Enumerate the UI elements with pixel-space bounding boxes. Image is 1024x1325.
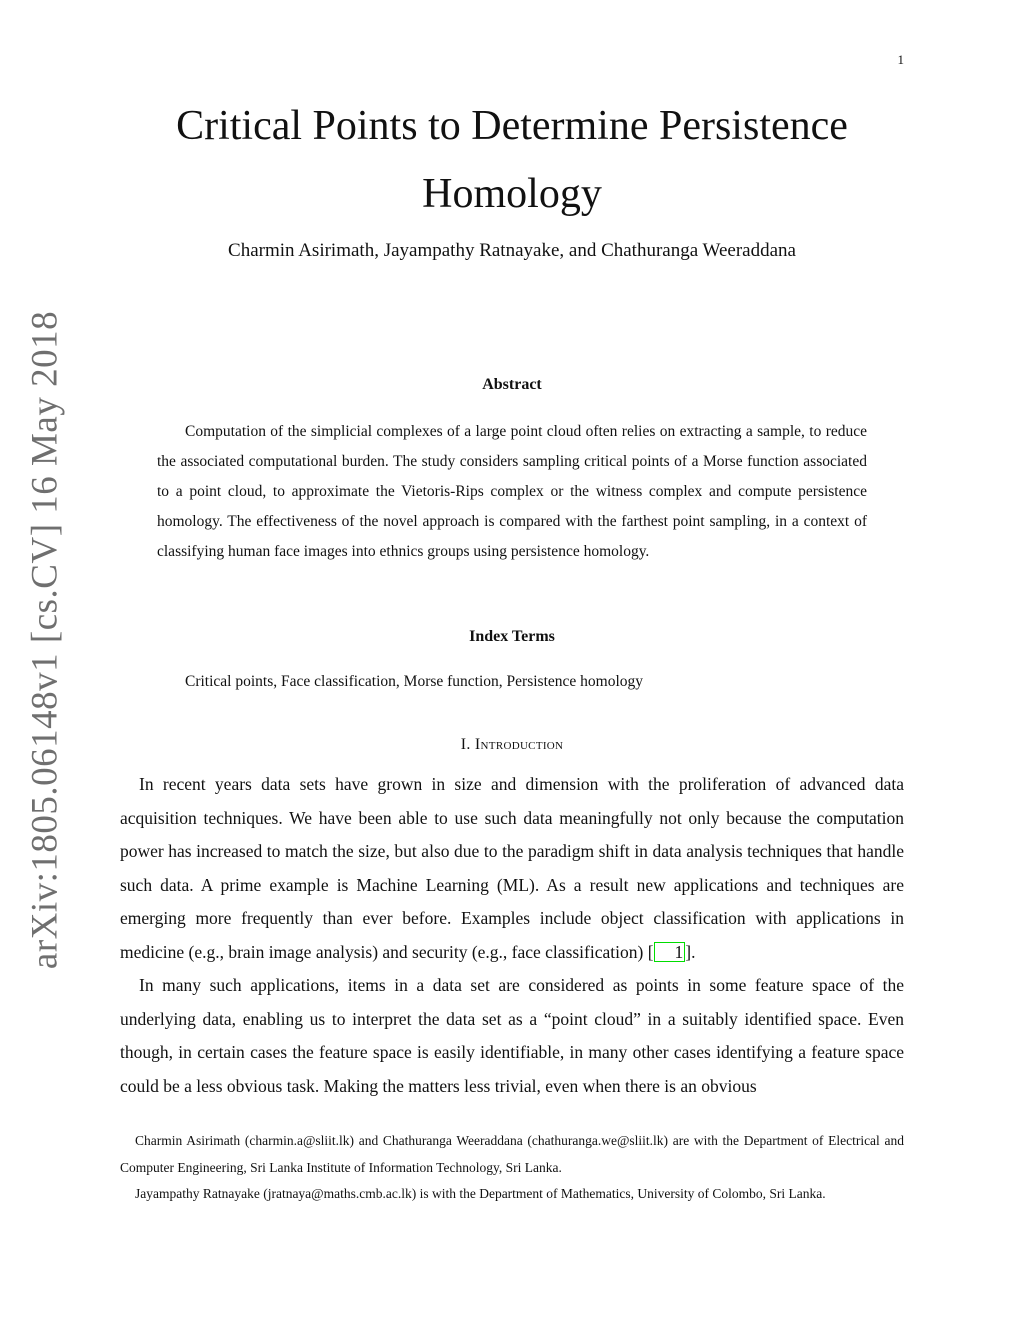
footnote-2: Jayampathy Ratnayake (jratnaya@maths.cmb.ac.lk) is with the Department of Mathematics, University of Colombo, Sri Lanka. <box>135 1186 826 1201</box>
index-terms-text: Critical points, Face classification, Morse function, Persistence homology <box>185 673 644 690</box>
author-list: Charmin Asirimath, Jayampathy Ratnayake, and Chathuranga Weeraddana <box>228 240 796 261</box>
page-number: 1 <box>897 52 904 67</box>
introduction-body <box>120 768 904 1103</box>
section-heading-introduction <box>100 736 924 754</box>
arxiv-stamp: arXiv:1805.06148v1 [cs.CV] 16 May 2018 <box>24 310 66 970</box>
author-footnotes <box>120 1128 904 1208</box>
footnote-1: Charmin Asirimath (charmin.a@sliit.lk) and Chathuranga Weeraddana (chathuranga.we@sliit.lk) are with the Department of Electrical and Computer Engineering, Sri Lanka Institute of Information Technology, Sri Lanka. <box>120 1133 904 1175</box>
intro-paragraph-2: In many such applications, items in a data set are considered as points in some feature space of the underlying data, enabling us to interpret the data set as a “point cloud” in a suitably identified space. Even though, in certain cases the feature space is easily identifiable, in many other cases identifying a feature space could be a less obvious task. Making the matters less trivial, even when there is an obvious <box>120 975 904 1096</box>
intro-paragraph-1-end: ]. <box>685 941 696 962</box>
citation-link[interactable]: 1 <box>654 942 686 962</box>
abstract-text: Computation of the simplicial complexes of a large point cloud often relies on extracting a sample, to reduce the associated computational burden. The study considers sampling critical points of a Morse function associated to a point cloud, to approximate the Vietoris-Rips complex or the witness complex and compute persistence homology. The effectiveness of the novel approach is compared with the farthest point sampling, in a context of classifying human face images into ethnics groups using persistence homology. <box>157 423 867 560</box>
section-title: Introduction <box>474 736 564 753</box>
index-terms-heading: Index Terms <box>469 628 555 645</box>
section-numeral: I. <box>460 736 475 753</box>
title-line-1: Critical Points to Determine Persistence <box>176 103 848 149</box>
paper-title <box>100 92 924 228</box>
abstract-heading: Abstract <box>482 376 542 393</box>
title-line-2: Homology <box>422 171 602 217</box>
intro-paragraph-1 <box>120 768 904 969</box>
intro-paragraph-1-text: In recent years data sets have grown in size and dimension with the proliferation of advanced data acquisition techniques. We have been able to use such data meaningfully not only because the computation power has increased to match the size, but also due to the paradigm shift in data analysis techniques that handle such data. A prime example is Machine Learning (ML). As a result new applications and techniques are emerging more frequently than ever before. Examples include object classification with applications in medicine (e.g., brain image analysis) and security (e.g., face classification) [ <box>120 774 904 962</box>
